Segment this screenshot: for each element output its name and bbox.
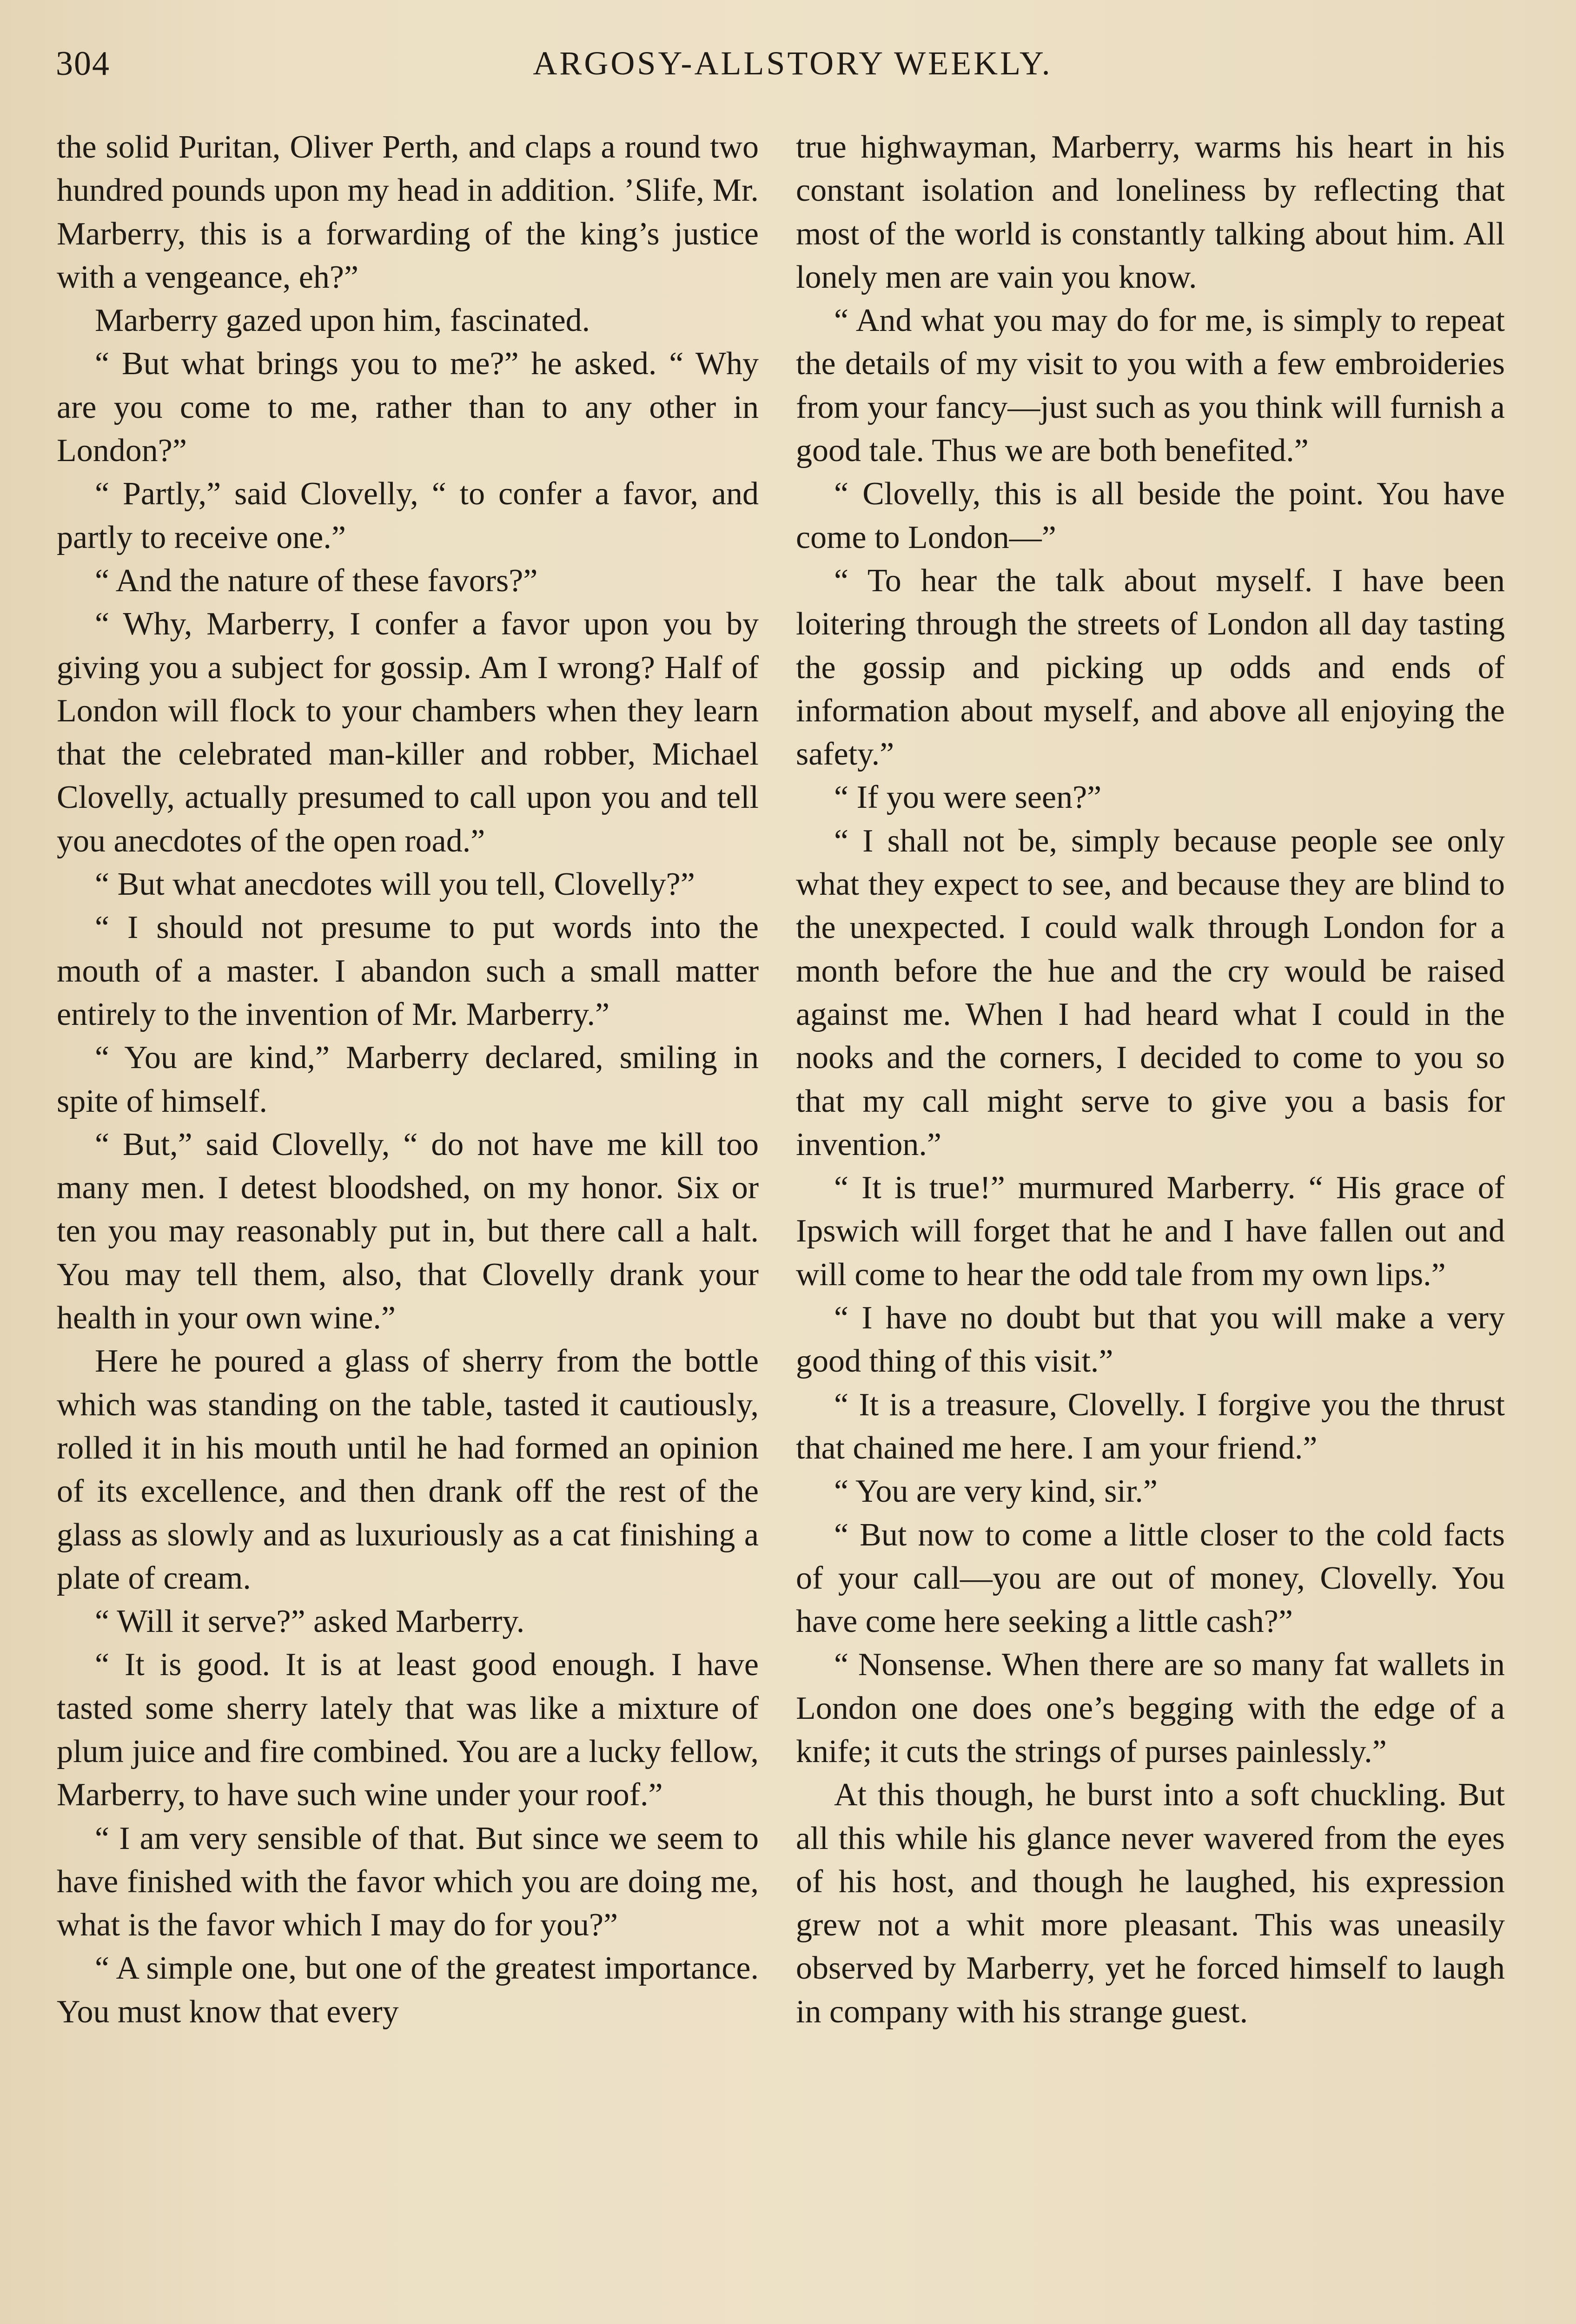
left-column [57, 125, 759, 2034]
paragraph: “ Why, Marberry, I confer a favor upon you by giving you a subject for gossip. Am I wrong? Half of London will flock to your chambers when they learn that the celebrated man-killer and robber, Michael Clovelly, actually presumed to call upon you and tell you anecdotes of the open road.” [57, 606, 759, 859]
paragraph: “ Will it serve?” asked Marberry. [95, 1604, 525, 1640]
paragraph: “ And what you may do for me, is simply to repeat the details of my visit to you with a few embroideries from your fancy—just such as you think will furnish a good tale. Thus we are both benefited.” [796, 303, 1505, 469]
paragraph: true highwayman, Marberry, warms his heart in his constant isolation and loneliness by reflecting that most of the world is constantly talking about him. All lonely men are vain you know. [796, 129, 1505, 295]
paragraph: Marberry gazed upon him, fascinated. [95, 303, 590, 339]
paragraph: “ But,” said Clovelly, “ do not have me kill too many men. I detest bloodshed, on my honor. Six or ten you may reasonably put in, but there call a halt. You may tell them, also, that Clovelly drank your health in your own wine.” [57, 1126, 759, 1336]
paragraph: “ But what anecdotes will you tell, Clovelly?” [95, 866, 695, 903]
paragraph: “ But what brings you to me?” he asked. “ Why are you come to me, rather than to any other in London?” [57, 346, 759, 469]
running-title: ARGOSY-ALLSTORY WEEKLY. [533, 45, 1053, 82]
paragraph: “ A simple one, but one of the greatest importance. You must know that every [57, 1950, 759, 2030]
paragraph: Here he poured a glass of sherry from the bottle which was standing on the table, tasted it cautiously, rolled it in his mouth until he had formed an opinion of its excellence, and then drank off the rest of the glass as slowly and as luxuriously as a cat finishing a plate of cream. [57, 1343, 759, 1596]
paragraph: “ If you were seen?” [834, 779, 1102, 816]
paragraph: “ To hear the talk about myself. I have been loitering through the streets of London all day tasting the gossip and picking up odds and ends of information about myself, and above all enjoying the safety.” [796, 562, 1505, 772]
paragraph: “ It is true!” murmured Marberry. “ His grace of Ipswich will forget that he and I have fallen out and will come to hear the odd tale from my own lips.” [796, 1170, 1505, 1293]
page-number: 304 [56, 45, 110, 83]
paragraph: “ You are kind,” Marberry declared, smiling in spite of himself. [57, 1040, 759, 1119]
page-header [56, 44, 1502, 95]
paragraph: “ I have no doubt but that you will make a very good thing of this visit.” [796, 1300, 1505, 1380]
paragraph: “ Clovelly, this is all beside the point. You have come to London—” [796, 476, 1505, 555]
paragraph: “ I am very sensible of that. But since we seem to have finished with the favor which you are doing me, what is the favor which I may do for you?” [57, 1820, 759, 1943]
paragraph: “ I should not presume to put words into the mouth of a master. I abandon such a small matter entirely to the invention of Mr. Marberry.” [57, 910, 759, 1032]
paragraph: “ Partly,” said Clovelly, “ to confer a favor, and partly to receive one.” [57, 476, 759, 555]
right-column [796, 125, 1505, 2034]
paragraph: “ It is a treasure, Clovelly. I forgive you the thrust that chained me here. I am your friend.” [796, 1386, 1505, 1466]
paragraph: “ You are very kind, sir.” [834, 1473, 1158, 1510]
paragraph: “ I shall not be, simply because people see only what they expect to see, and because they are blind to the unexpected. I could walk through London for a month before the hue and the cry would be raised against me. When I had heard what I could in the nooks and the corners, I decided to come to you so that my call might serve to give you a basis for invention.” [796, 823, 1505, 1162]
paragraph: “ It is good. It is at least good enough. I have tasted some sherry lately that was like a mixture of plum juice and fire combined. You are a lucky fellow, Marberry, to have such wine under your roof.” [57, 1647, 759, 1813]
paragraph: “ Nonsense. When there are so many fat wallets in London one does one’s begging with the edge of a knife; it cuts the strings of purses painlessly.” [796, 1647, 1505, 1769]
paragraph: At this though, he burst into a soft chuckling. But all this while his glance never wavered from the eyes of his host, and though he laughed, his expression grew not a whit more pleasant. This was uneasily observed by Marberry, yet he forced himself to laugh in company with his strange guest. [796, 1777, 1505, 2030]
paragraph: “ And the nature of these favors?” [95, 562, 538, 599]
paragraph: the solid Puritan, Oliver Perth, and claps a round two hundred pounds upon my head in addition. ’Slife, Mr. Marberry, this is a forwarding of the king’s justice with a vengeance, eh?” [57, 129, 759, 295]
paragraph: “ But now to come a little closer to the cold facts of your call—you are out of money, Clovelly. You have come here seeking a little cash?” [796, 1517, 1505, 1640]
